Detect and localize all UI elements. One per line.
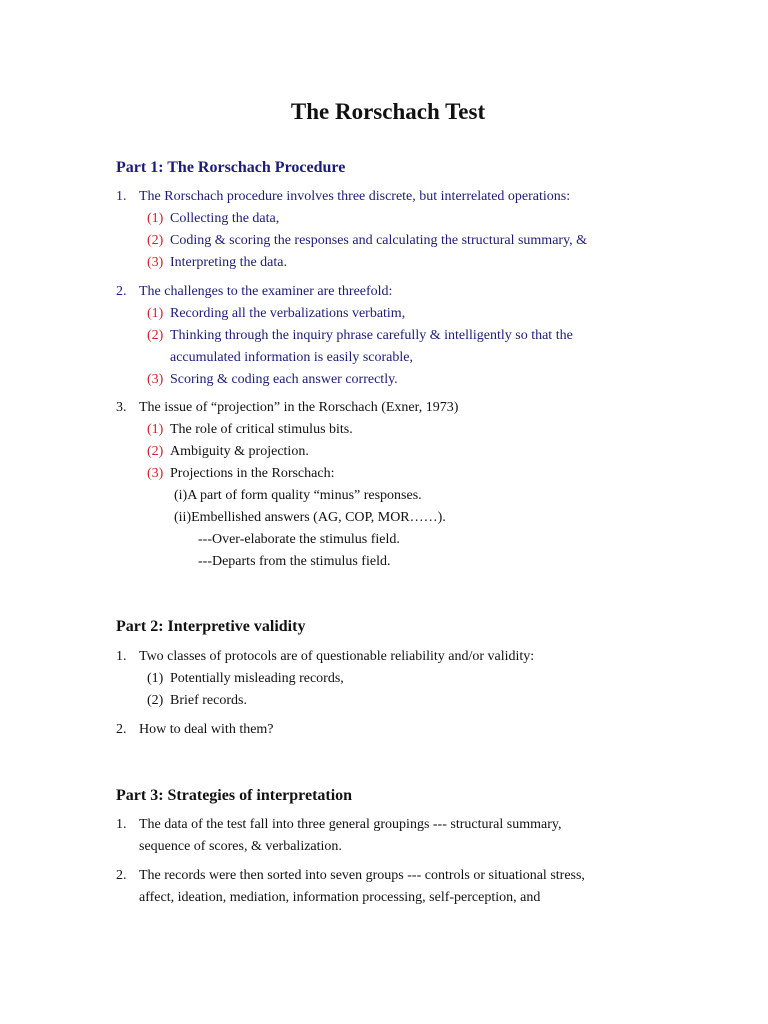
sub-text: Coding & scoring the responses and calculating the structural summary, & [170,233,588,248]
item-text: Two classes of protocols are of questionable reliability and/or validity: [139,649,535,664]
item-text: The Rorschach procedure involves three discrete, but interrelated operations: [139,189,571,204]
item-text: The data of the test fall into three general groupings --- structural summary, [139,817,562,832]
sub-marker: (2) [147,693,164,708]
part2-heading: Part 2: Interpretive validity [116,618,306,635]
document-title: The Rorschach Test [290,99,486,124]
sub-marker: (1) [147,306,164,321]
part1-item-3-deep-4: ---Departs from the stimulus field. [198,554,391,569]
sub-text: Brief records. [170,693,247,708]
sub-marker: (2) [147,233,164,248]
part1-item-3-deep-1: (i)A part of form quality “minus” responses. [174,488,422,503]
sub-marker: (1) [147,422,164,437]
sub-text: Projections in the Rorschach: [170,466,335,481]
sub-marker: (1) [147,211,164,226]
sub-marker: (3) [147,255,164,270]
item-text: The issue of “projection” in the Rorschach (Exner, 1973) [139,400,459,415]
part3-item-2-cont: affect, ideation, mediation, information processing, self-perception, and [139,890,541,905]
sub-text: Collecting the data, [170,211,280,226]
item-number: 1. [116,649,127,664]
part3-item-1-cont: sequence of scores, & verbalization. [139,839,342,854]
sub-marker: (2) [147,444,164,459]
item-text: The challenges to the examiner are threefold: [139,284,393,299]
part1-item-3-deep-2: (ii)Embellished answers (AG, COP, MOR……). [174,510,446,525]
sub-marker: (3) [147,466,164,481]
sub-text: Thinking through the inquiry phrase carefully & intelligently so that the [170,328,573,343]
part1-item-3-deep-3: ---Over-elaborate the stimulus field. [198,532,400,547]
part1-heading: Part 1: The Rorschach Procedure [116,159,346,176]
sub-text: Scoring & coding each answer correctly. [170,372,398,387]
sub-text: Interpreting the data. [170,255,288,270]
item-number: 3. [116,400,127,415]
sub-marker: (1) [147,671,164,686]
sub-text-continuation: accumulated information is easily scorable, [170,350,413,365]
sub-marker: (3) [147,372,164,387]
item-number: 1. [116,189,127,204]
item-text: How to deal with them? [139,722,274,737]
sub-text: Recording all the verbalizations verbatim, [170,306,406,321]
sub-text: Ambiguity & projection. [170,444,309,459]
part3-heading: Part 3: Strategies of interpretation [116,787,353,804]
item-number: 2. [116,722,127,737]
item-number: 2. [116,284,127,299]
sub-text: Potentially misleading records, [170,671,344,686]
item-text: The records were then sorted into seven groups --- controls or situational stress, [139,868,585,883]
item-number: 1. [116,817,127,832]
item-number: 2. [116,868,127,883]
sub-text: The role of critical stimulus bits. [170,422,353,437]
sub-marker: (2) [147,328,164,343]
